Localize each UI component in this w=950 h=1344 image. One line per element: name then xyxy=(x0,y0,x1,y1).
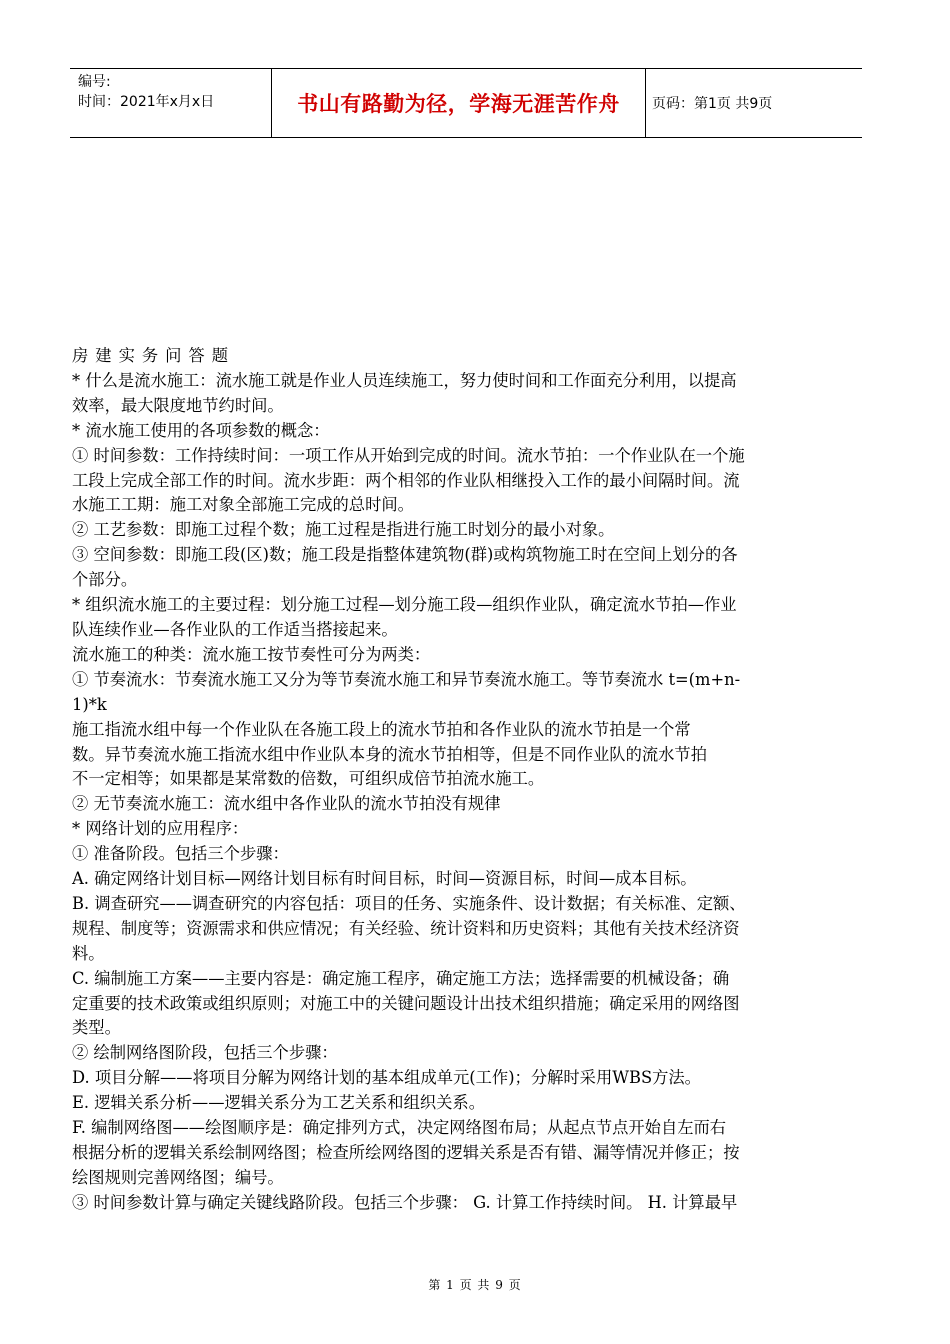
document-body xyxy=(72,344,872,1216)
body-line: * 组织流水施工的主要过程：划分施工过程—划分施工段—组织作业队，确定流水节拍—作业 xyxy=(72,595,737,615)
body-line: 流水施工的种类：流水施工按节奏性可分为两类： xyxy=(72,644,431,664)
body-line: 1)*k xyxy=(72,694,107,714)
body-line: 水施工工期：施工对象全部施工完成的总时间。 xyxy=(72,495,414,515)
document-date: 时间：2021年x月x日 xyxy=(78,94,215,110)
document-title: 房建实务问答题 xyxy=(72,346,235,365)
body-line: ① 准备阶段。包括三个步骤： xyxy=(72,844,289,864)
body-line: 数。异节奏流水施工指流水组中作业队本身的流水节拍相等，但是不同作业队的流水节拍 xyxy=(72,744,707,764)
body-line: ② 无节奏流水施工：流水组中各作业队的流水节拍没有规律 xyxy=(72,794,501,814)
body-line: D. 项目分解——将项目分解为网络计划的基本组成单元(工作)；分解时采用WBS方法。 xyxy=(72,1068,701,1088)
paragraph-list xyxy=(72,369,872,1216)
body-line: ③ 空间参数：即施工段(区)数；施工段是指整体建筑物(群)或构筑物施工时在空间上划分的各 xyxy=(72,545,738,565)
body-line: 根据分析的逻辑关系绘制网络图；检查所绘网络图的逻辑关系是否有错、漏等情况并修正；按 xyxy=(72,1143,740,1162)
body-line: 队连续作业—各作业队的工作适当搭接起来。 xyxy=(72,619,398,639)
body-line: 定重要的技术政策或组织原则；对施工中的关键问题设计出技术组织措施；确定采用的网络图 xyxy=(72,993,740,1013)
page-footer: 第 1 页 共 9 页 xyxy=(428,1278,522,1292)
body-line: ③ 时间参数计算与确定关键线路阶段。包括三个步骤： G. 计算工作持续时间。 H. 计算最早 xyxy=(72,1192,738,1212)
document-number-label: 编号: xyxy=(78,74,111,90)
body-line: 规程、制度等；资源需求和供应情况；有关经验、统计资料和历史资料；其他有关技术经济资 xyxy=(72,918,740,938)
body-line: * 网络计划的应用程序： xyxy=(72,819,249,839)
body-line: 效率，最大限度地节约时间。 xyxy=(72,395,284,415)
body-line: * 流水施工使用的各项参数的概念： xyxy=(72,420,330,440)
body-line: 料。 xyxy=(72,943,105,963)
body-line: A. 确定网络计划目标—网络计划目标有时间目标，时间—资源目标，时间—成本目标。 xyxy=(72,869,697,889)
body-line: 个部分。 xyxy=(72,570,138,590)
body-line: ② 绘制网络图阶段，包括三个步骤： xyxy=(72,1043,338,1063)
body-line: C. 编制施工方案——主要内容是：确定施工程序，确定施工方法；选择需要的机械设备；确 xyxy=(72,968,730,988)
body-line: B. 调查研究——调查研究的内容包括：项目的任务、实施条件、设计数据；有关标准、定额、 xyxy=(72,893,746,913)
body-line: * 什么是流水施工：流水施工就是作业人员连续施工，努力使时间和工作面充分利用，以提高 xyxy=(72,370,737,390)
body-line: E. 逻辑关系分析——逻辑关系分为工艺关系和组织关系。 xyxy=(72,1093,485,1113)
body-line: ① 节奏流水：节奏流水施工又分为等节奏流水施工和异节奏流水施工。等节奏流水 t=(m+n- xyxy=(72,669,741,689)
body-line: 工段上完成全部工作的时间。流水步距：两个相邻的作业队相继投入工作的最小间隔时间。流 xyxy=(72,470,740,490)
body-line: ① 时间参数：工作持续时间：一项工作从开始到完成的时间。流水节拍：一个作业队在一个施 xyxy=(72,445,745,465)
header-meta xyxy=(70,69,272,137)
body-line: 绘图规则完善网络图；编号。 xyxy=(72,1167,284,1187)
body-line: 施工指流水组中每一个作业队在各施工段上的流水节拍和各作业队的流水节拍是一个常 xyxy=(72,719,691,739)
body-line: ② 工艺参数：即施工过程个数；施工过程是指进行施工时划分的最小对象。 xyxy=(72,520,615,540)
header-motto: 书山有路勤为径，学海无涯苦作舟 xyxy=(272,69,646,137)
body-line: F. 编制网络图——绘图顺序是：确定排列方式，决定网络图布局；从起点节点开始自左而右 xyxy=(72,1118,727,1138)
body-line: 类型。 xyxy=(72,1018,121,1038)
body-line: 不一定相等；如果都是某常数的倍数，可组织成倍节拍流水施工。 xyxy=(72,769,545,789)
page-header xyxy=(70,68,862,138)
header-page-info: 页码：第1页 共9页 xyxy=(652,96,773,112)
